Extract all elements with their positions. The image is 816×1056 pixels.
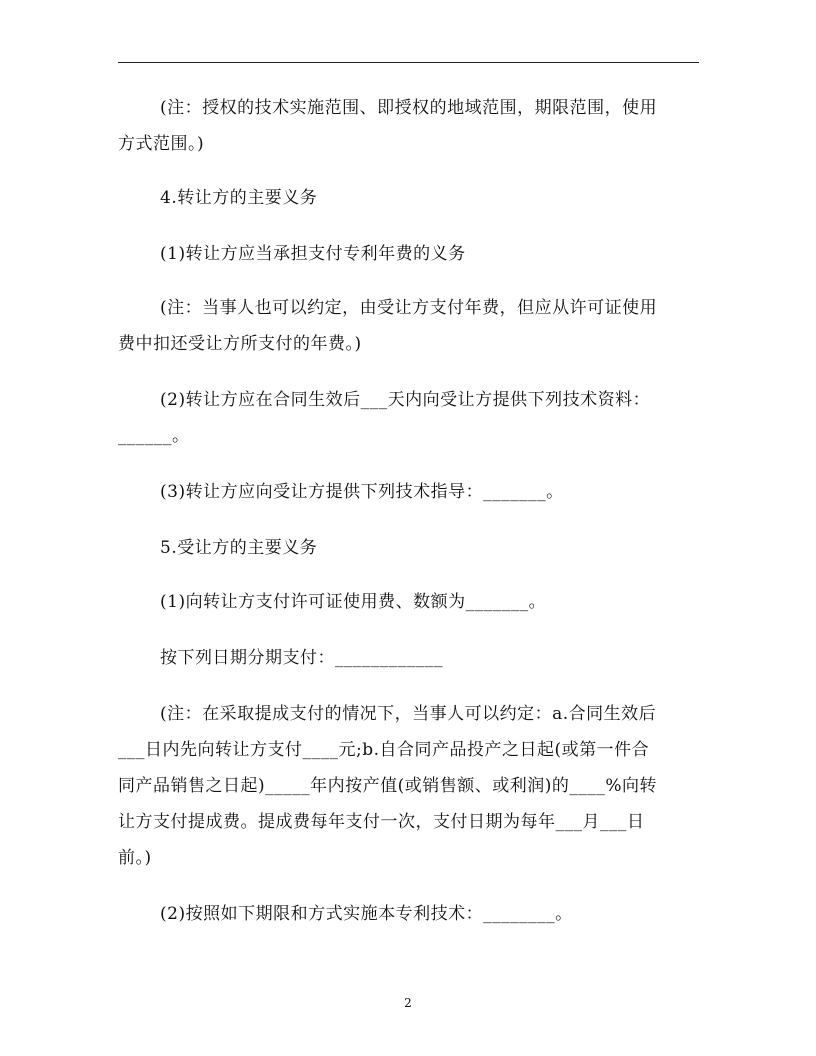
text-line: (2)按照如下期限和方式实施本专利技术：________。 — [160, 904, 573, 924]
text-line: 费中扣还受让方所支付的年费。) — [118, 334, 362, 354]
header-rule — [118, 62, 699, 63]
text-line: (2)转让方应在合同生效后___天内向受让方提供下列技术资料： — [160, 390, 651, 410]
text-line: (1)转让方应当承担支付专利年费的义务 — [160, 244, 466, 264]
text-line: (注：授权的技术实施范围、即授权的地域范围，期限范围，使用 — [160, 98, 658, 118]
text-line: 方式范围。) — [118, 134, 205, 154]
section-heading: 4.转让方的主要义务 — [160, 188, 318, 208]
text-line: 让方支付提成费。提成费每年支付一次，支付日期为每年___月___日 — [118, 812, 645, 832]
text-line: 同产品销售之日起)_____年内按产值(或销售额、或利润)的____%向转 — [118, 776, 658, 796]
text-line: ______。 — [118, 426, 190, 446]
text-line: 前。) — [118, 848, 152, 868]
text-line: (1)向转让方支付许可证使用费、数额为_______。 — [160, 592, 547, 612]
text-line: ___日内先向转让方支付____元;b.自合同产品投产之日起(或第一件合 — [118, 740, 650, 760]
page-number: 2 — [404, 996, 412, 1010]
section-heading: 5.受让方的主要义务 — [160, 538, 318, 558]
text-line: (注：在采取提成支付的情况下，当事人可以约定：a.合同生效后 — [160, 704, 657, 724]
text-line: (3)转让方应向受让方提供下列技术指导：_______。 — [160, 482, 564, 502]
text-line: (注：当事人也可以约定，由受让方支付年费，但应从许可证使用 — [160, 298, 658, 318]
text-line: 按下列日期分期支付：____________ — [160, 648, 443, 668]
